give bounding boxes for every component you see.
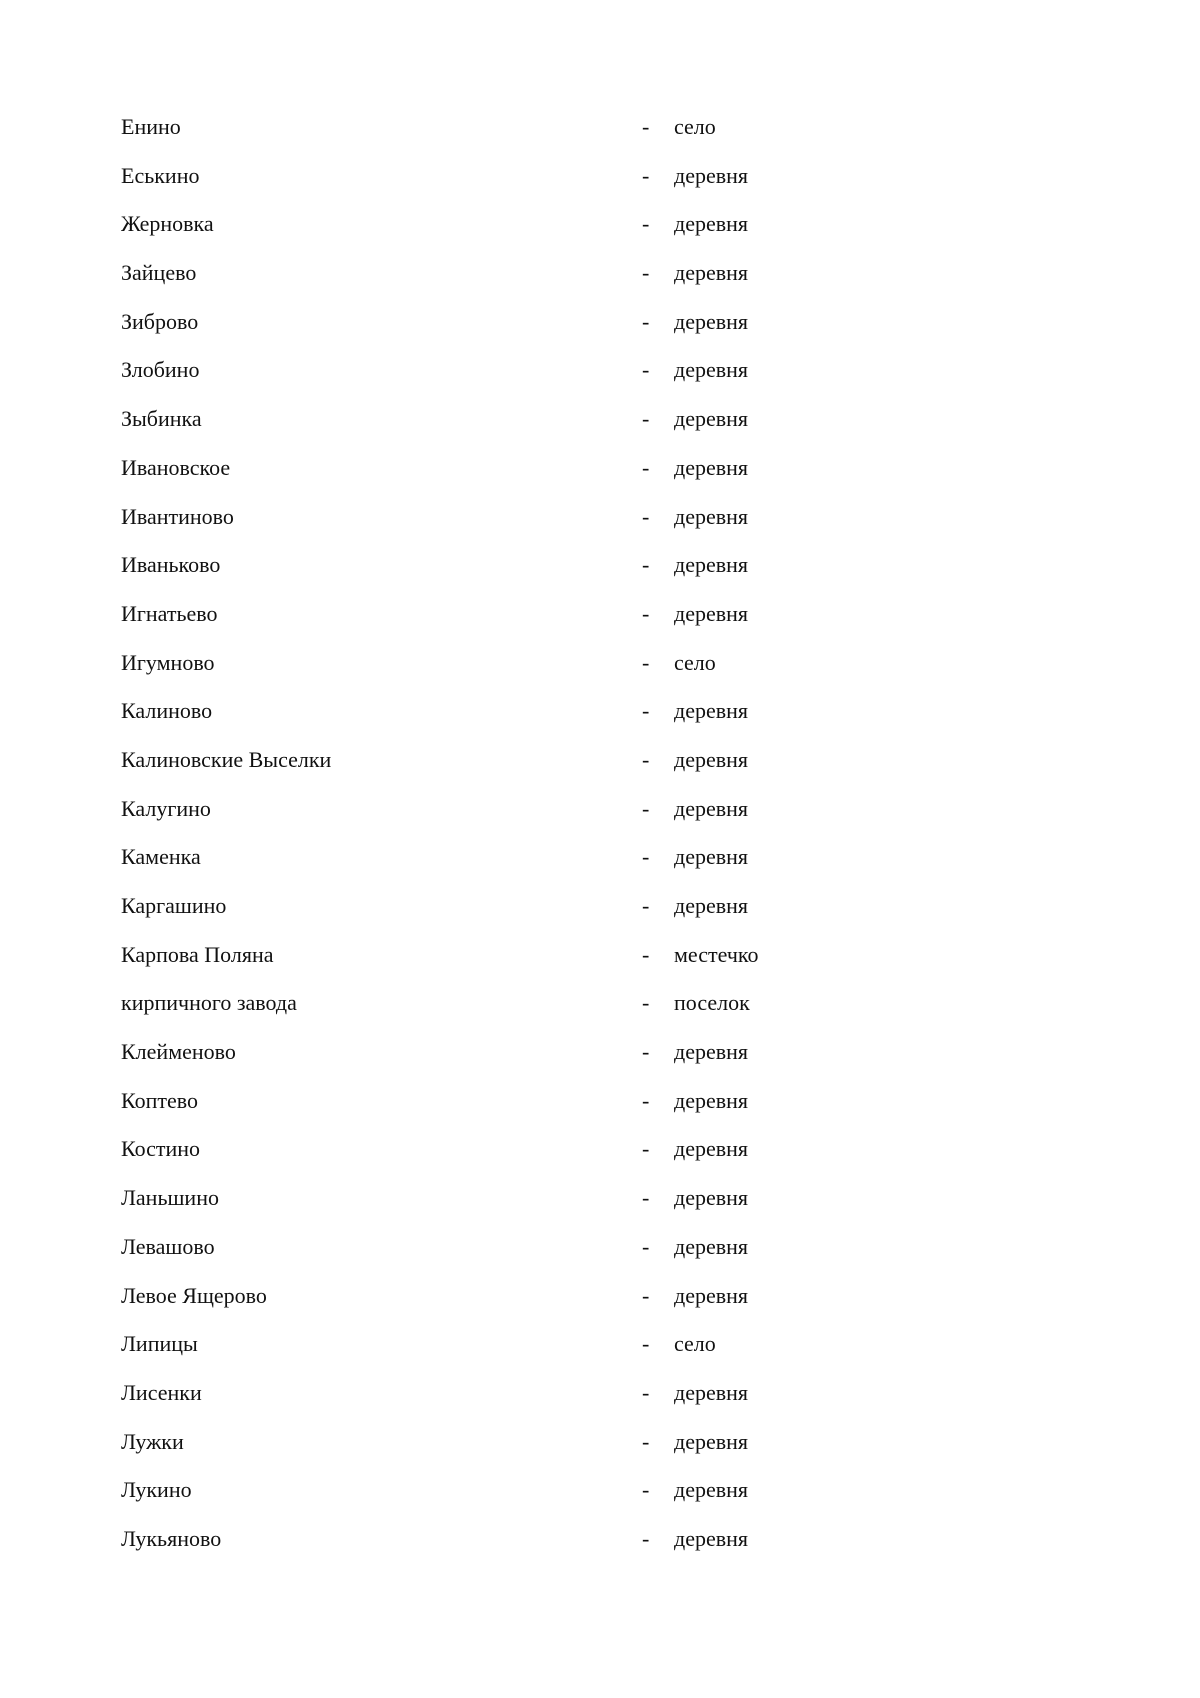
settlement-type: деревня	[674, 162, 749, 188]
settlement-name: Еськино	[121, 162, 200, 188]
list-item	[121, 837, 1021, 886]
separator-dash: -	[642, 795, 650, 821]
separator-dash: -	[642, 1525, 650, 1551]
separator-dash: -	[642, 114, 650, 139]
settlement-type: деревня	[674, 260, 749, 286]
separator-dash: -	[642, 357, 650, 383]
separator-dash: -	[642, 211, 650, 237]
settlement-type: деревня	[674, 844, 749, 870]
list-item	[121, 156, 1021, 205]
separator-dash: -	[642, 1477, 650, 1503]
separator-dash: -	[642, 162, 650, 188]
list-item	[121, 1422, 1021, 1471]
list-item	[121, 545, 1021, 594]
list-item	[121, 497, 1021, 546]
settlement-name: Ланьшино	[121, 1185, 219, 1211]
list-item	[121, 399, 1021, 448]
list-item	[121, 643, 1021, 692]
settlement-name: Каменка	[121, 844, 201, 870]
separator-dash: -	[642, 844, 650, 870]
separator-dash: -	[642, 552, 650, 578]
list-item	[121, 204, 1021, 253]
separator-dash: -	[642, 1087, 650, 1113]
settlement-type: деревня	[674, 795, 749, 821]
list-item	[121, 935, 1021, 984]
settlement-type: деревня	[674, 357, 749, 383]
separator-dash: -	[642, 1282, 650, 1308]
settlement-name: Игумново	[121, 649, 215, 675]
settlement-name: Злобино	[121, 357, 200, 383]
list-item	[121, 886, 1021, 935]
settlement-type: деревня	[674, 1525, 749, 1551]
settlement-name: Лисенки	[121, 1379, 202, 1405]
settlement-type: село	[674, 649, 716, 675]
settlement-type: деревня	[674, 308, 749, 334]
settlement-name: Левашово	[121, 1233, 215, 1259]
settlement-name: Лукьяново	[121, 1525, 222, 1551]
separator-dash: -	[642, 1331, 650, 1357]
settlement-name: Ивановское	[121, 454, 231, 480]
settlement-name: Зиброво	[121, 308, 199, 334]
settlement-type: поселок	[674, 990, 750, 1016]
settlement-type: село	[674, 1331, 716, 1357]
settlement-type: деревня	[674, 552, 749, 578]
settlement-name: Костино	[121, 1136, 201, 1162]
settlement-type: деревня	[674, 1282, 749, 1308]
settlement-name: Левое Ящерово	[121, 1282, 267, 1308]
separator-dash: -	[642, 260, 650, 286]
settlement-name: Жерновка	[121, 211, 214, 237]
list-item	[121, 789, 1021, 838]
separator-dash: -	[642, 600, 650, 626]
list-item	[121, 691, 1021, 740]
separator-dash: -	[642, 1428, 650, 1454]
settlement-name: Игнатьево	[121, 600, 218, 626]
settlement-name: Лужки	[121, 1428, 184, 1454]
separator-dash: -	[642, 454, 650, 480]
list-item	[121, 1081, 1021, 1130]
settlement-type: деревня	[674, 698, 749, 724]
separator-dash: -	[642, 941, 650, 967]
list-item	[121, 1032, 1021, 1081]
list-item	[121, 302, 1021, 351]
list-item	[121, 740, 1021, 789]
settlement-name: Ивантиново	[121, 503, 234, 529]
settlement-name: Калугино	[121, 795, 211, 821]
separator-dash: -	[642, 503, 650, 529]
settlement-type: деревня	[674, 1477, 749, 1503]
settlement-name: Калиновские Выселки	[121, 746, 332, 772]
settlement-type: деревня	[674, 1039, 749, 1065]
list-item	[121, 983, 1021, 1032]
settlement-name: Коптево	[121, 1087, 198, 1113]
list-item	[121, 1470, 1021, 1519]
settlement-name: Енино	[121, 114, 181, 139]
settlement-type: деревня	[674, 454, 749, 480]
settlement-name: Каргашино	[121, 893, 227, 918]
separator-dash: -	[642, 893, 650, 918]
separator-dash: -	[642, 1379, 650, 1405]
settlement-name: Зайцево	[121, 260, 197, 286]
separator-dash: -	[642, 1233, 650, 1259]
settlement-name: Лукино	[121, 1477, 192, 1503]
settlement-name: Липицы	[121, 1331, 198, 1357]
settlement-type: деревня	[674, 1087, 749, 1113]
list-item	[121, 350, 1021, 399]
separator-dash: -	[642, 406, 650, 432]
list-item	[121, 1129, 1021, 1178]
settlement-type: деревня	[674, 406, 749, 432]
separator-dash: -	[642, 1185, 650, 1211]
settlement-type: деревня	[674, 893, 749, 918]
list-item	[121, 594, 1021, 643]
settlement-list	[121, 107, 1021, 1568]
settlement-type: деревня	[674, 211, 749, 237]
settlement-name: кирпичного завода	[121, 990, 297, 1016]
separator-dash: -	[642, 308, 650, 334]
settlement-type: деревня	[674, 503, 749, 529]
list-item	[121, 1276, 1021, 1325]
settlement-name: Иваньково	[121, 552, 221, 578]
settlement-type: деревня	[674, 746, 749, 772]
list-item	[121, 448, 1021, 497]
settlement-type: деревня	[674, 600, 749, 626]
settlement-type: деревня	[674, 1136, 749, 1162]
settlement-type: деревня	[674, 1185, 749, 1211]
list-item	[121, 1178, 1021, 1227]
separator-dash: -	[642, 698, 650, 724]
separator-dash: -	[642, 746, 650, 772]
separator-dash: -	[642, 990, 650, 1016]
separator-dash: -	[642, 649, 650, 675]
separator-dash: -	[642, 1136, 650, 1162]
settlement-name: Калиново	[121, 698, 213, 724]
list-item	[121, 1519, 1021, 1568]
settlement-type: местечко	[674, 941, 759, 967]
settlement-name: Клейменово	[121, 1039, 236, 1065]
list-item	[121, 107, 1021, 156]
settlement-type: деревня	[674, 1379, 749, 1405]
settlement-type: деревня	[674, 1428, 749, 1454]
list-item	[121, 1227, 1021, 1276]
settlement-type: деревня	[674, 1233, 749, 1259]
settlement-name: Зыбинка	[121, 406, 202, 432]
list-item	[121, 253, 1021, 302]
list-item	[121, 1373, 1021, 1422]
list-item	[121, 1324, 1021, 1373]
settlement-type: село	[674, 114, 716, 139]
settlement-name: Карпова Поляна	[121, 941, 274, 967]
separator-dash: -	[642, 1039, 650, 1065]
